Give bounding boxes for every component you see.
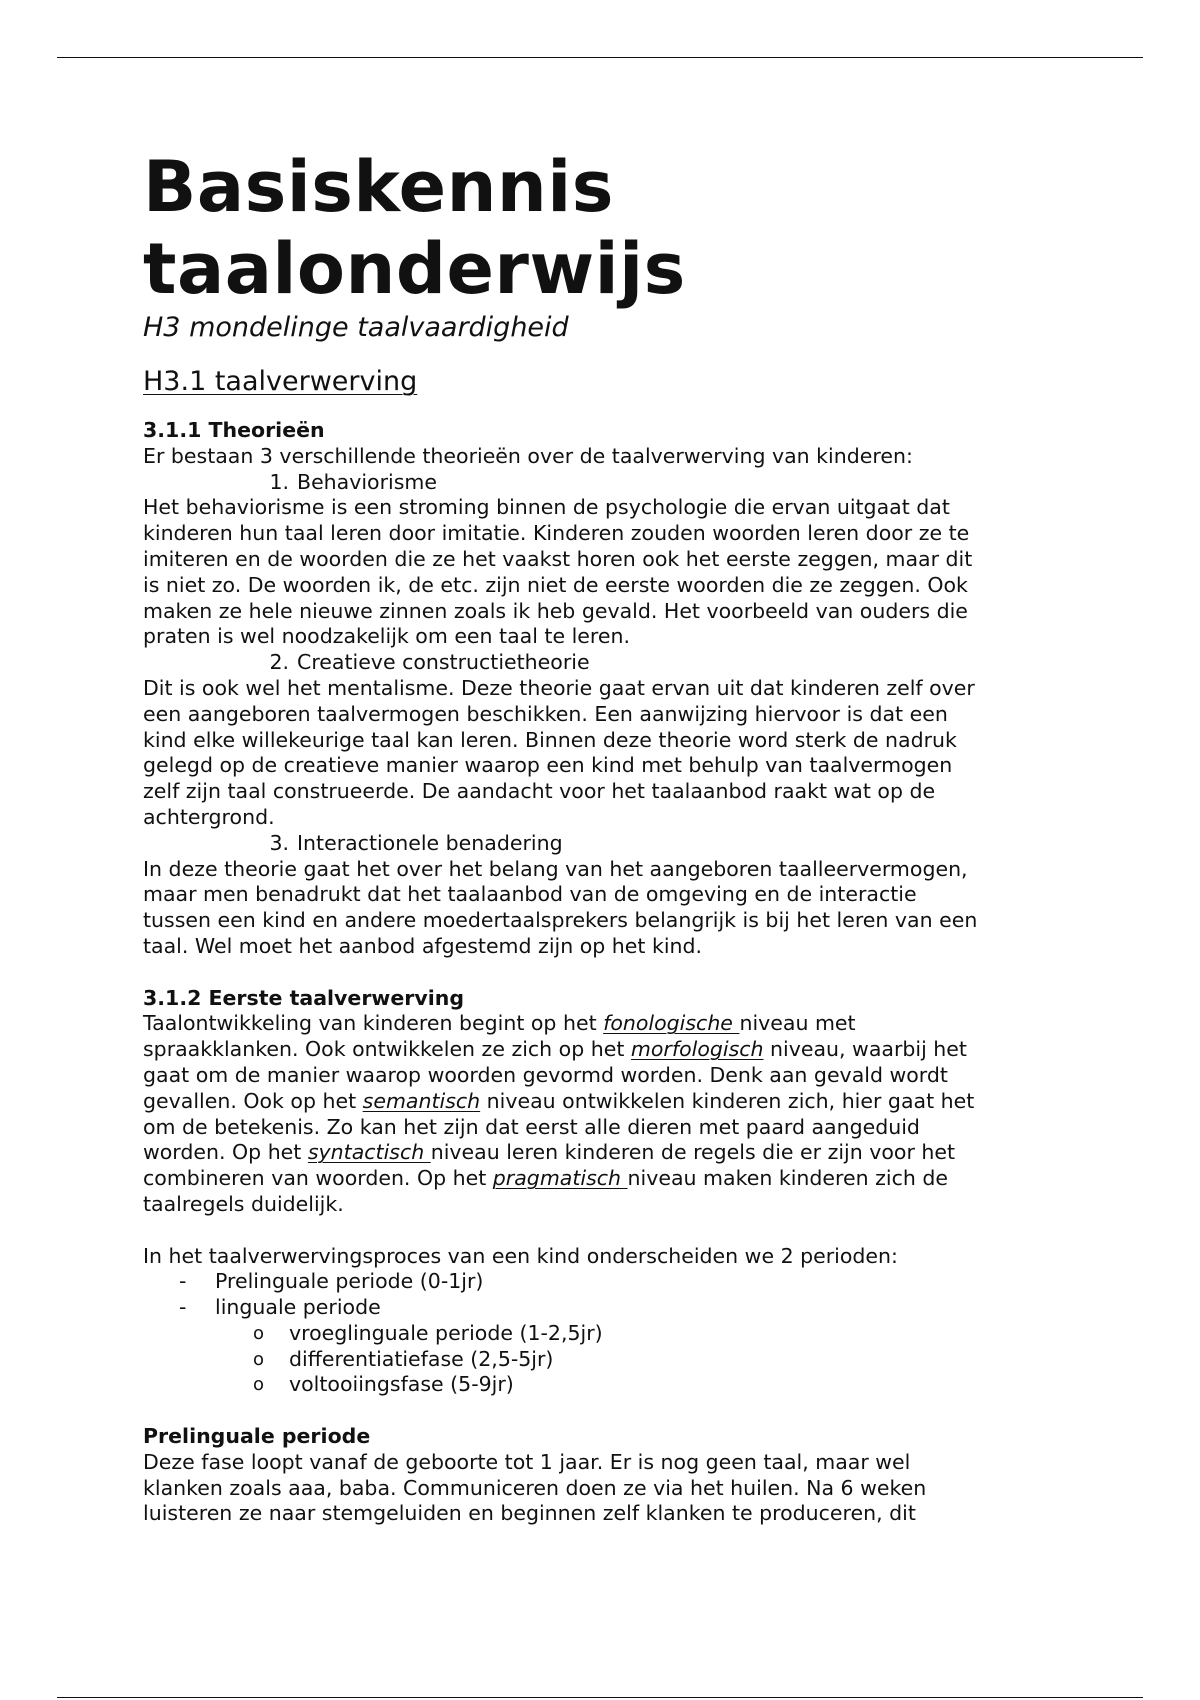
document-title: [143, 146, 1063, 310]
document-subtitle: H3 mondelinge taalvaardigheid: [143, 312, 569, 343]
text-line: een aangeboren taalvermogen beschikken. Een aanwijzing hiervoor is dat een: [143, 701, 948, 726]
text-line: Dit is ook wel het mentalisme. Deze theorie gaat ervan uit dat kinderen zelf over: [143, 675, 975, 700]
paragraph-periods-intro: In het taalverwervingsproces van een kind onderscheiden we 2 perioden:: [143, 1243, 898, 1268]
text-line: worden. Op het syntactisch niveau leren kinderen de regels die er zijn voor het: [143, 1140, 956, 1165]
text-line: tussen een kind en andere moedertaalsprekers belangrijk is bij het leren van een: [143, 908, 978, 933]
circle-marker: o: [253, 1374, 265, 1396]
paragraph-prelinguale: [143, 1450, 1063, 1527]
text-line: Taalontwikkeling van kinderen begint op het fonologische niveau met: [143, 1011, 856, 1036]
text-line: combineren van woorden. Op het pragmatisch niveau maken kinderen zich de: [143, 1166, 948, 1191]
theories-list: [143, 470, 1063, 960]
text-line: luisteren ze naar stemgeluiden en beginnen zelf klanken te produceren, dit: [143, 1501, 916, 1526]
text-line: om de betekenis. Zo kan het zijn dat eerst alle dieren met paard aangeduid: [143, 1114, 920, 1139]
circle-marker: o: [253, 1322, 265, 1344]
text-line: Het behaviorisme is een stroming binnen de psychologie die ervan uitgaat dat: [143, 495, 950, 520]
text-line: maken ze hele nieuwe zinnen zoals ik heb gevald. Het voorbeeld van ouders die: [143, 598, 968, 623]
text-line: zelf zijn taal construeerde. De aandacht voor het taalaanbod raakt wat op de: [143, 779, 936, 804]
term-syntactisch: syntactisch: [307, 1140, 431, 1165]
text-line: kinderen hun taal leren door imitatie. Kinderen zouden woorden leren door ze te: [143, 521, 970, 546]
text-line: Deze fase loopt vanaf de geboorte tot 1 jaar. Er is nog geen taal, maar wel: [143, 1449, 911, 1474]
paragraph-intro: Er bestaan 3 verschillende theorieën over de taalverwerving van kinderen:: [143, 443, 913, 468]
numbered-item: 2. Creatieve constructietheorie: [269, 650, 590, 675]
text-line: imiteren en de woorden die ze het vaakst horen ook het eerste zeggen, maar dit: [143, 546, 973, 571]
text-line: achtergrond.: [143, 804, 275, 829]
term-semantisch: semantisch: [362, 1088, 481, 1113]
sublist-item: o differentiatiefase (2,5-5jr): [253, 1346, 554, 1371]
text-line: klanken zoals aaa, baba. Communiceren doen ze via het huilen. Na 6 weken: [143, 1475, 927, 1500]
section-heading-h31: [143, 364, 1063, 400]
text-line: gelegd op de creatieve manier waarop een kind met behulp van taalvermogen: [143, 753, 953, 778]
text-line: maar men benadrukt dat het taalaanbod van de omgeving en de interactie: [143, 882, 917, 907]
text-line: kind elke willekeurige taal kan leren. Binnen deze theorie word sterk de nadruk: [143, 727, 957, 752]
term-fonologische: fonologische: [603, 1011, 740, 1036]
dash-marker: -: [179, 1269, 187, 1294]
term-pragmatisch: pragmatisch: [492, 1166, 628, 1191]
bottom-rule: [57, 1697, 1143, 1698]
title-line-1: Basiskennis: [143, 146, 614, 228]
text-line: taalregels duidelijk.: [143, 1191, 344, 1216]
subsection-heading-312: 3.1.2 Eerste taalverwerving: [143, 985, 465, 1010]
text-line: In deze theorie gaat het over het belang van het aangeboren taalleervermogen,: [143, 856, 968, 881]
text-line: gevallen. Ook op het semantisch niveau ontwikkelen kinderen zich, hier gaat het: [143, 1088, 975, 1113]
paragraph-language-levels: [143, 1011, 1063, 1217]
numbered-item: 3. Interactionele benadering: [269, 830, 563, 855]
text-line: spraakklanken. Ook ontwikkelen ze zich op het morfologisch niveau, waarbij het: [143, 1037, 967, 1062]
text-line: gaat om de manier waarop woorden gevormd worden. Denk aan gevald wordt: [143, 1062, 948, 1087]
sublist-item: o voltooiingsfase (5-9jr): [253, 1372, 514, 1397]
text-line: is niet zo. De woorden ik, de etc. zijn niet de eerste woorden die ze zeggen. Ook: [143, 572, 968, 597]
list-item-prelinguale: - Prelinguale periode (0-1jr): [179, 1269, 484, 1294]
subsection-heading-311: 3.1.1 Theorieën: [143, 418, 325, 442]
top-rule: [57, 57, 1143, 58]
text-line: taal. Wel moet het aanbod afgestemd zijn op het kind.: [143, 933, 703, 958]
sublist-item: o vroeglinguale periode (1-2,5jr): [253, 1320, 603, 1345]
heading-prelinguale-periode: Prelinguale periode: [143, 1424, 371, 1449]
text-line: praten is wel noodzakelijk om een taal te leren.: [143, 624, 630, 649]
title-line-2: taalonderwijs: [143, 228, 686, 310]
section-heading-h31-text: H3.1 taalverwerving: [143, 366, 418, 397]
circle-marker: o: [253, 1348, 265, 1370]
document-page: [143, 146, 1063, 1527]
numbered-item: 1. Behaviorisme: [269, 469, 437, 494]
term-morfologisch: morfologisch: [630, 1037, 764, 1062]
list-item-linguale: - linguale periode: [179, 1295, 381, 1320]
dash-marker: -: [179, 1295, 187, 1320]
